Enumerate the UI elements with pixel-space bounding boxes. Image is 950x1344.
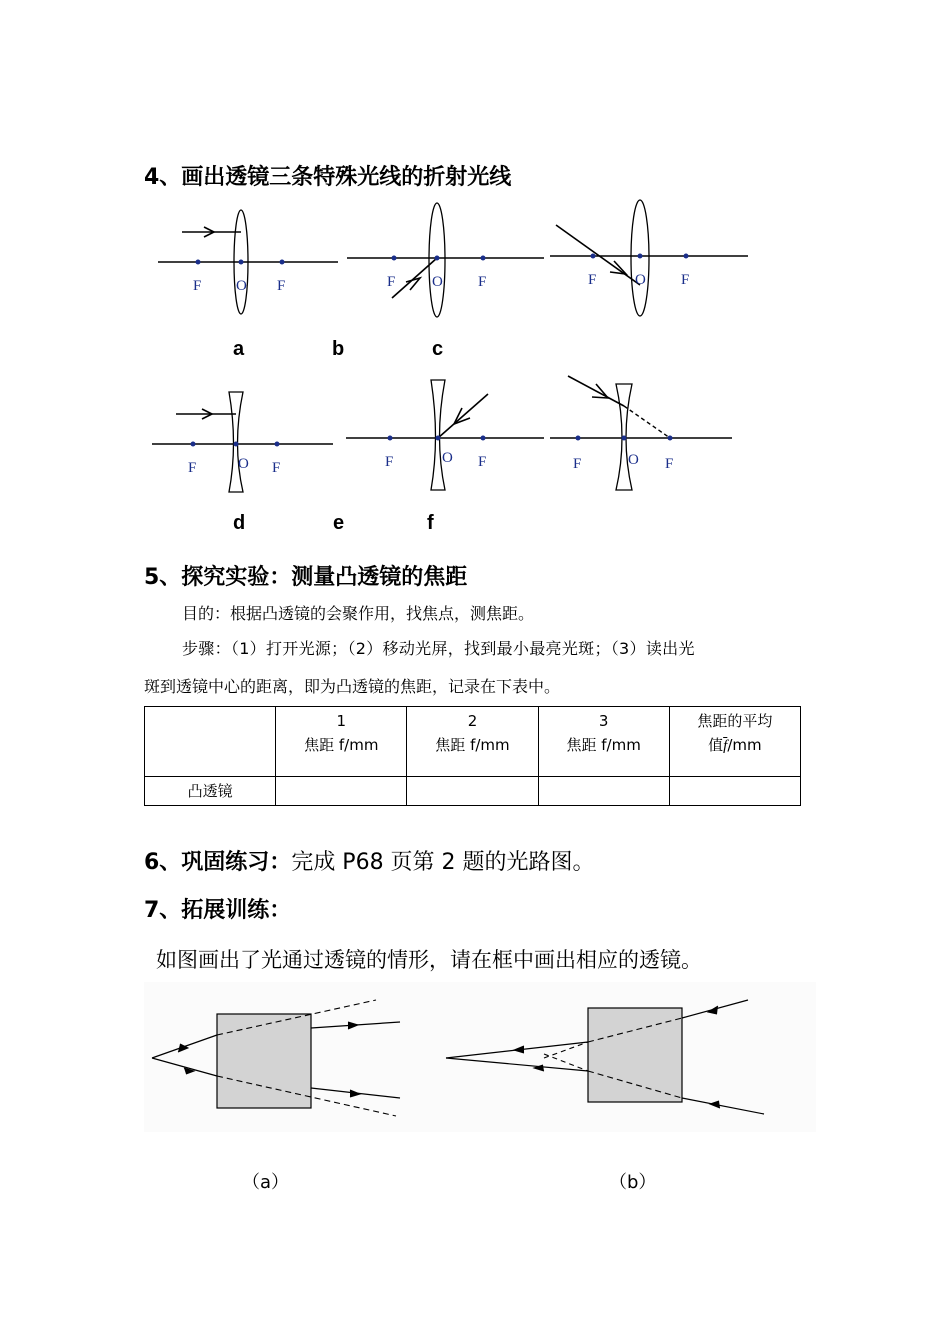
section-6-title-rest: 完成 P68 页第 2 题的光路图。 <box>291 850 595 875</box>
label-e: e <box>333 512 345 534</box>
table-input-cell-1[interactable] <box>276 777 407 806</box>
label-b: b <box>332 338 345 360</box>
convex-lens-diagrams <box>140 198 760 323</box>
diagram-a-convex-parallel-ray <box>158 210 338 314</box>
center-label: O <box>442 450 453 466</box>
label-c: c <box>432 338 444 360</box>
diagram-b-convex-focus-ray <box>347 203 544 317</box>
experiment-purpose: 目的：根据凸透镜的会聚作用，找焦点，测焦距。 <box>182 604 535 623</box>
focal-length-table <box>144 706 801 806</box>
focus-label: F <box>188 460 197 476</box>
section-6-title <box>144 845 595 876</box>
label-a: a <box>233 338 245 360</box>
figure-b-label: （b） <box>609 1172 657 1193</box>
table-header-average: 焦距的平均 值$\overline{f}/mm$ <box>669 707 800 777</box>
table-header-trial-2: 2 焦距 f/mm <box>407 707 538 777</box>
focus-label: F <box>665 456 674 472</box>
section-6-title-bold: 6、巩固练习： <box>144 850 292 875</box>
table-input-cell-3[interactable] <box>538 777 669 806</box>
experiment-steps-line1: 步骤：（1）打开光源；（2）移动光屏，找到最小最亮光斑；（3）读出光 <box>182 639 695 658</box>
section-7-title: 7、拓展训练： <box>144 898 292 923</box>
focus-label: F <box>193 278 202 294</box>
focus-label: F <box>272 460 281 476</box>
figure-a-label: （a） <box>242 1172 290 1193</box>
table-input-cell-2[interactable] <box>407 777 538 806</box>
concave-lens-diagrams <box>140 372 760 497</box>
label-d: d <box>233 512 246 534</box>
focus-label: F <box>277 278 286 294</box>
focus-label: F <box>387 274 396 290</box>
diagram-e-concave-focus-ray <box>346 380 544 490</box>
lens-box-figures <box>144 982 816 1132</box>
diagram-f-concave-toward-focus-ray <box>550 376 732 490</box>
center-label: O <box>432 274 443 290</box>
center-label: O <box>236 278 247 294</box>
label-f: f <box>427 512 434 534</box>
diagram-d-concave-parallel-ray <box>152 392 333 492</box>
experiment-steps-line2: 斑到透镜中心的距离，即为凸透镜的焦距，记录在下表中。 <box>144 677 561 696</box>
table-row <box>145 777 801 806</box>
focus-label: F <box>478 454 487 470</box>
diagram-c-convex-center-ray <box>550 200 748 316</box>
center-label: O <box>635 272 646 288</box>
table-corner-cell <box>145 707 276 777</box>
table-input-cell-average[interactable] <box>669 777 800 806</box>
section-7-instruction: 如图画出了光通过透镜的情形，请在框中画出相应的透镜。 <box>156 948 702 972</box>
section-4-title: 4、画出透镜三条特殊光线的折射光线 <box>144 165 512 190</box>
focus-label: F <box>478 274 487 290</box>
focus-label: F <box>385 454 394 470</box>
focus-label: F <box>588 272 597 288</box>
center-label: O <box>628 452 639 468</box>
table-header-trial-1: 1 焦距 f/mm <box>276 707 407 777</box>
table-header-trial-3: 3 焦距 f/mm <box>538 707 669 777</box>
focus-label: F <box>573 456 582 472</box>
section-5-title: 5、探究实验：测量凸透镜的焦距 <box>144 565 468 590</box>
table-header-row <box>145 707 801 777</box>
focus-label: F <box>681 272 690 288</box>
table-row-label: 凸透镜 <box>145 777 276 806</box>
center-label: O <box>238 456 249 472</box>
